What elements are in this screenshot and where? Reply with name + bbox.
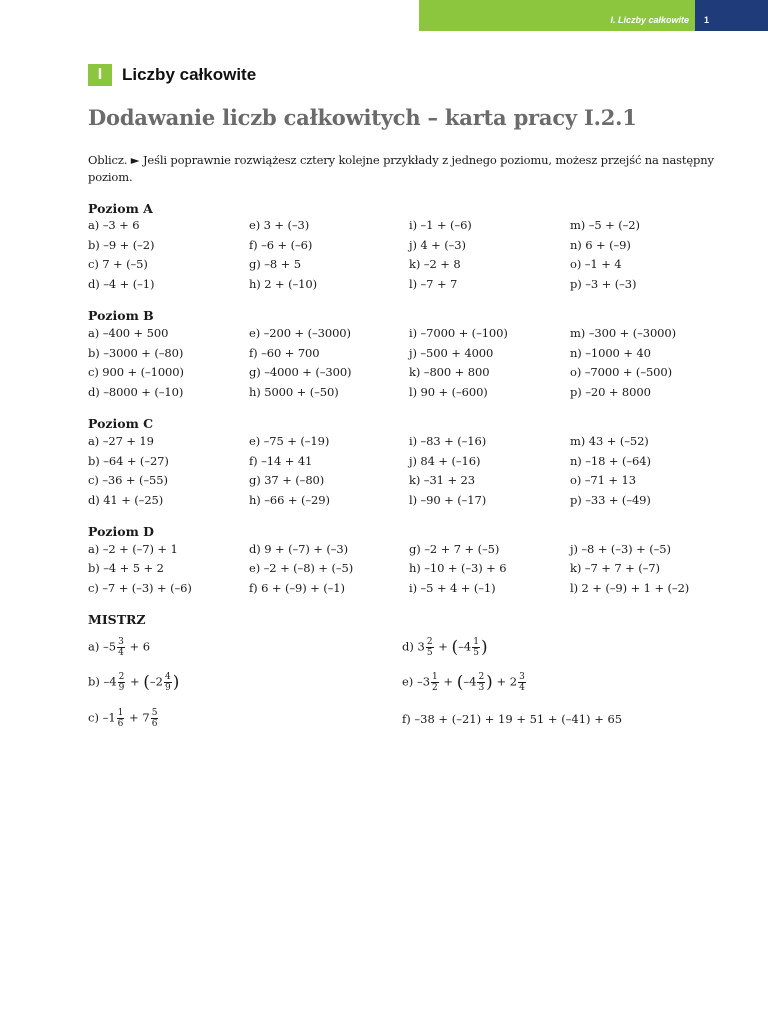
exercise-a-l: l) –7 + 7: [409, 277, 458, 291]
mistrz-b-whole-2: –2: [149, 674, 163, 689]
mistrz-c-whole-1: –1: [102, 710, 116, 725]
exercise-b-n: n) –1000 + 40: [570, 346, 651, 360]
exercise-d-b: b) –4 + 5 + 2: [88, 561, 164, 575]
exercise-d-i: i) –5 + 4 + (–1): [409, 581, 496, 595]
exercise-b-b: b) –3000 + (–80): [88, 346, 184, 360]
fraction-denominator: 5: [426, 648, 433, 658]
mistrz-c-fraction-1: [117, 708, 125, 729]
exercise-d-d: d) 9 + (–7) + (–3): [249, 542, 348, 556]
exercise-b-j: j) –500 + 4000: [409, 346, 494, 360]
exercise-b-l: l) 90 + (–600): [409, 385, 488, 399]
exercise-c-m: m) 43 + (–52): [570, 434, 649, 448]
exercise-a-h: h) 2 + (–10): [249, 277, 317, 291]
exercise-a-e: e) 3 + (–3): [249, 218, 310, 232]
level-d-title: Poziom D: [88, 524, 155, 539]
mistrz-a-whole: –5: [103, 639, 117, 654]
exercise-c-j: j) 84 + (–16): [409, 454, 481, 468]
exercise-b-c: c) 900 + (–1000): [88, 365, 184, 379]
mistrz-d-whole-2: –4: [458, 639, 472, 654]
fraction-numerator: 5: [151, 708, 158, 718]
mistrz-e-fraction-2: [477, 672, 485, 693]
left-paren: (: [451, 637, 459, 658]
mistrz-e-label: e): [402, 674, 414, 689]
mistrz-a-tail: + 6: [125, 639, 151, 654]
mistrz-c-whole-2: 7: [142, 710, 150, 725]
level-a-title: Poziom A: [88, 201, 153, 216]
mistrz-e-whole-3: 2: [509, 674, 518, 689]
exercise-d-k: k) –7 + 7 + (–7): [570, 561, 660, 575]
fraction-denominator: 5: [473, 648, 479, 658]
mistrz-e-fraction-3: [518, 672, 526, 693]
right-paren: ): [486, 672, 493, 693]
exercise-b-o: o) –7000 + (–500): [570, 365, 673, 379]
fraction-denominator: 9: [165, 683, 171, 693]
mistrz-exercise-a: [88, 637, 150, 658]
exercise-b-i: i) –7000 + (–100): [409, 326, 508, 340]
exercise-c-l: l) –90 + (–17): [409, 493, 487, 507]
exercise-a-o: o) –1 + 4: [570, 257, 622, 271]
mistrz-c-fraction-2: [151, 708, 159, 729]
exercise-b-g: g) –4000 + (–300): [249, 365, 352, 379]
mistrz-e-whole-1: –3: [416, 674, 431, 689]
level-b-title: Poziom B: [88, 308, 154, 323]
exercise-a-k: k) –2 + 8: [409, 257, 461, 271]
page-number: 1: [704, 15, 710, 25]
exercise-d-c: c) –7 + (–3) + (–6): [88, 581, 192, 595]
fraction-numerator: 1: [117, 708, 124, 718]
header-chapter-band: [419, 0, 695, 31]
mistrz-d-label: d): [402, 639, 414, 654]
exercise-a-j: j) 4 + (–3): [409, 238, 466, 252]
fraction-numerator: 1: [432, 672, 438, 682]
exercise-a-i: i) –1 + (–6): [409, 218, 472, 232]
exercise-a-a: a) –3 + 6: [88, 218, 140, 232]
exercise-c-h: h) –66 + (–29): [249, 493, 330, 507]
mistrz-c-operator: +: [125, 710, 143, 725]
exercise-a-m: m) –5 + (–2): [570, 218, 640, 232]
fraction-denominator: 6: [117, 719, 124, 729]
mistrz-b-fraction-2: [164, 672, 172, 693]
mistrz-c-label: c): [88, 710, 99, 725]
fraction-numerator: 2: [426, 637, 433, 647]
fraction-denominator: 4: [118, 648, 124, 658]
exercise-a-b: b) –9 + (–2): [88, 238, 155, 252]
mistrz-e-fraction-1: [431, 672, 439, 693]
exercise-d-h: h) –10 + (–3) + 6: [409, 561, 507, 575]
fraction-numerator: 2: [118, 672, 125, 682]
exercise-a-c: c) 7 + (–5): [88, 257, 148, 271]
exercise-d-e: e) –2 + (–8) + (–5): [249, 561, 354, 575]
exercise-b-h: h) 5000 + (–50): [249, 385, 339, 399]
exercise-c-p: p) –33 + (–49): [570, 493, 651, 507]
mistrz-exercise-b: [88, 672, 179, 693]
mistrz-e-operator-1: +: [439, 674, 457, 689]
fraction-numerator: 3: [118, 637, 124, 647]
exercise-c-k: k) –31 + 23: [409, 473, 475, 487]
exercise-d-l: l) 2 + (–9) + 1 + (–2): [570, 581, 690, 595]
mistrz-a-fraction: [117, 637, 125, 658]
exercise-c-i: i) –83 + (–16): [409, 434, 487, 448]
exercise-c-f: f) –14 + 41: [249, 454, 313, 468]
exercise-c-g: g) 37 + (–80): [249, 473, 325, 487]
mistrz-b-operator: +: [126, 674, 144, 689]
mistrz-exercise-e: [402, 672, 527, 693]
exercise-b-f: f) –60 + 700: [249, 346, 320, 360]
page-title: Dodawanie liczb całkowitych – karta pracy I.2.1: [88, 105, 637, 130]
mistrz-exercise-f: f) –38 + (–21) + 19 + 51 + (–41) + 65: [402, 712, 623, 726]
exercise-d-g: g) –2 + 7 + (–5): [409, 542, 500, 556]
exercise-b-a: a) –400 + 500: [88, 326, 169, 340]
level-c-title: Poziom C: [88, 416, 154, 431]
exercise-a-d: d) –4 + (–1): [88, 277, 155, 291]
fraction-denominator: 2: [432, 683, 438, 693]
right-paren: ): [480, 637, 488, 658]
left-paren: (: [456, 672, 464, 693]
fraction-denominator: 6: [151, 719, 158, 729]
fraction-denominator: 3: [478, 683, 485, 693]
fraction-numerator: 2: [478, 672, 485, 682]
exercise-c-o: o) –71 + 13: [570, 473, 636, 487]
exercise-d-a: a) –2 + (–7) + 1: [88, 542, 178, 556]
exercise-c-n: n) –18 + (–64): [570, 454, 651, 468]
mistrz-d-fraction-2: [472, 637, 480, 658]
exercise-c-c: c) –36 + (–55): [88, 473, 168, 487]
mistrz-d-whole-1: 3: [417, 639, 425, 654]
exercise-a-p: p) –3 + (–3): [570, 277, 637, 291]
mistrz-b-whole-1: –4: [103, 674, 117, 689]
fraction-denominator: 9: [118, 683, 125, 693]
exercise-c-b: b) –64 + (–27): [88, 454, 169, 468]
chapter-badge: I: [88, 64, 112, 86]
exercise-c-a: a) –27 + 19: [88, 434, 154, 448]
mistrz-b-label: b): [88, 674, 100, 689]
fraction-numerator: 3: [519, 672, 525, 682]
mistrz-title: MISTRZ: [88, 612, 146, 627]
exercise-b-d: d) –8000 + (–10): [88, 385, 184, 399]
mistrz-d-operator: +: [434, 639, 452, 654]
fraction-numerator: 1: [473, 637, 479, 647]
exercise-b-p: p) –20 + 8000: [570, 385, 651, 399]
fraction-denominator: 4: [519, 683, 525, 693]
mistrz-e-whole-2: –4: [463, 674, 477, 689]
mistrz-a-label: a): [88, 639, 100, 654]
left-paren: (: [143, 672, 150, 693]
instruction-text: Oblicz. ► Jeśli poprawnie rozwiążesz cztery kolejne przykłady z jednego poziomu, możesz przejść na następny poziom.: [88, 153, 714, 184]
exercise-a-n: n) 6 + (–9): [570, 238, 631, 252]
header-page-band: [695, 0, 768, 31]
exercise-b-m: m) –300 + (–3000): [570, 326, 676, 340]
right-paren: ): [172, 672, 180, 693]
header-chapter-label: I. Liczby całkowite: [610, 15, 689, 25]
fraction-numerator: 4: [165, 672, 171, 682]
mistrz-b-fraction-1: [118, 672, 126, 693]
mistrz-exercise-d: [402, 637, 488, 658]
exercise-d-j: j) –8 + (–3) + (–5): [570, 542, 671, 556]
mistrz-e-operator-2: +: [492, 674, 510, 689]
chapter-title: Liczby całkowite: [122, 65, 257, 84]
exercise-b-e: e) –200 + (–3000): [249, 326, 351, 340]
exercise-c-e: e) –75 + (–19): [249, 434, 330, 448]
mistrz-d-fraction-1: [426, 637, 434, 658]
exercise-d-f: f) 6 + (–9) + (–1): [249, 581, 345, 595]
mistrz-exercise-c: [88, 708, 159, 729]
exercise-a-g: g) –8 + 5: [249, 257, 301, 271]
exercise-c-d: d) 41 + (–25): [88, 493, 164, 507]
exercise-b-k: k) –800 + 800: [409, 365, 490, 379]
exercise-a-f: f) –6 + (–6): [249, 238, 313, 252]
